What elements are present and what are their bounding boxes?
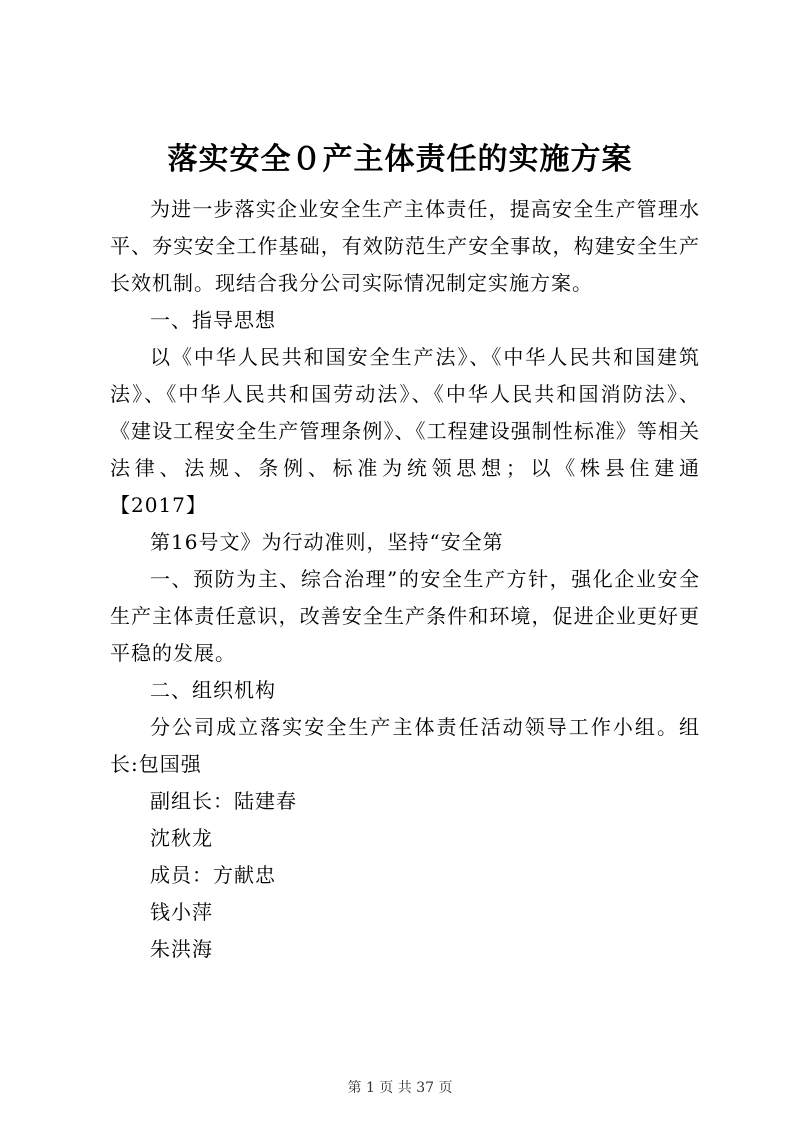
document-body: [110, 191, 700, 968]
paragraph-member-3: 朱洪海: [150, 937, 213, 961]
paragraph-leader: 分公司成立落实安全生产主体责任活动领导工作小组。组长:包国强: [110, 715, 700, 776]
paragraph-member-2: 钱小萍: [150, 900, 213, 924]
paragraph-intro: 为进一步落实企业安全生产主体责任，提高安全生产管理水平、夯实安全工作基础，有效防范生产安全事故，构建安全生产长效机制。现结合我分公司实际情况制定实施方案。: [110, 197, 700, 295]
paragraph-deputy-leader: 副组长：陆建春: [150, 789, 297, 813]
section-heading-organization: 二、组织机构: [150, 678, 276, 702]
paragraph-document-reference: 第16号文》为行动准则，坚持“安全第: [150, 530, 504, 554]
paragraph-safety-policy: 一、预防为主、综合治理”的安全生产方针，强化企业安全生产主体责任意识，改善安全生产条件和环境，促进企业更好更平稳的发展。: [110, 567, 700, 665]
paragraph-deputy-leader-2: 沈秋龙: [150, 826, 213, 850]
page-footer: 第 1 页 共 37 页: [347, 1080, 453, 1096]
document-title: 落实安全０产主体责任的实施方案: [167, 142, 633, 177]
paragraph-legal-basis: 以《中华人民共和国安全生产法》、《中华人民共和国建筑法》、《中华人民共和国劳动法》、《中华人民共和国消防法》、《建设工程安全生产管理条例》、《工程建设强制性标准》等相关法律、法规、条例、标准为统领思想；以《株县住建通【2017】: [110, 345, 700, 517]
section-heading-guiding-ideology: 一、指导思想: [150, 308, 276, 332]
paragraph-members: 成员：方献忠: [150, 863, 276, 887]
